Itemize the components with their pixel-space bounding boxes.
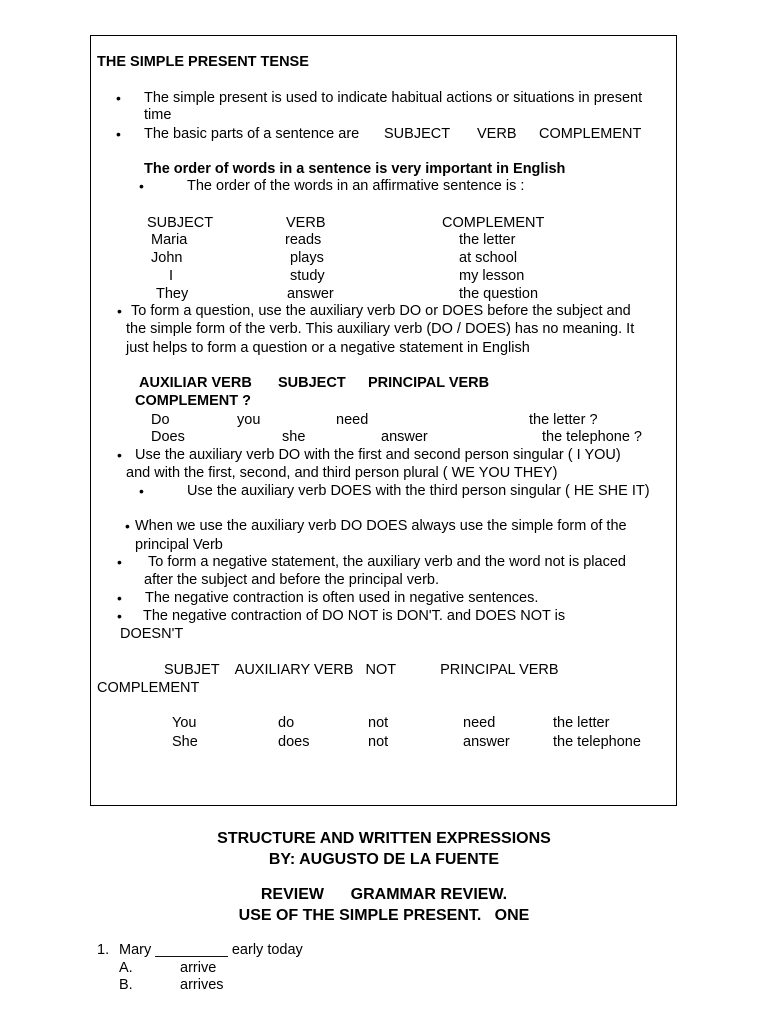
- neg-cell: answer: [463, 734, 510, 750]
- bullet-icon: •: [117, 554, 122, 570]
- neg-table-header-complement: COMPLEMENT: [97, 680, 200, 696]
- neg-cell: the telephone: [553, 734, 641, 750]
- neg-cell: She: [172, 734, 198, 750]
- q-cell: the letter ?: [529, 412, 598, 428]
- neg-cell: not: [368, 715, 389, 731]
- q-cell: Do: [151, 412, 170, 428]
- q-header-complement: COMPLEMENT ?: [135, 393, 251, 409]
- contraction-text-cont: DOESN'T: [120, 626, 184, 642]
- neg-cell: need: [463, 715, 496, 731]
- bullet-icon: •: [139, 483, 144, 499]
- q-cell: Does: [151, 429, 185, 445]
- bullet-icon: •: [125, 518, 130, 534]
- neg-cell: do: [278, 715, 295, 731]
- aff-header-complement: COMPLEMENT: [442, 215, 545, 231]
- aff-cell: the question: [459, 286, 539, 302]
- aff-cell: Maria: [151, 232, 188, 248]
- section-title: THE SIMPLE PRESENT TENSE: [97, 54, 309, 70]
- option-text-b: arrives: [180, 977, 224, 993]
- bullet-icon: •: [117, 608, 122, 624]
- question-bullet-text-cont: just helps to form a question or a negative statement in English: [126, 340, 530, 356]
- question-bullet-text: To form a question, use the auxiliary verb DO or DOES before the subject and: [131, 303, 631, 319]
- neg-cell: the letter: [553, 715, 610, 731]
- bullet2-verb: VERB: [477, 126, 517, 142]
- aff-cell: John: [151, 250, 183, 266]
- aff-cell: answer: [287, 286, 334, 302]
- q-header-subject: SUBJECT: [278, 375, 346, 391]
- contraction-used-text: The negative contraction is often used in negative sentences.: [145, 590, 539, 606]
- bullet2-text: The basic parts of a sentence are: [144, 126, 360, 142]
- do-bullet-text: Use the auxiliary verb DO with the first and second person singular ( I YOU): [135, 447, 621, 463]
- aff-cell: I: [169, 268, 174, 284]
- contraction-text: The negative contraction of DO NOT is DON'T. and DOES NOT is: [143, 608, 566, 624]
- order-bullet-text: The order of the words in an affirmative sentence is :: [187, 178, 525, 194]
- question-text: Mary _________ early today: [119, 942, 303, 958]
- does-bullet-text: Use the auxiliary verb DOES with the third person singular ( HE SHE IT): [187, 483, 650, 499]
- q-cell: answer: [381, 429, 428, 445]
- aff-cell: the letter: [459, 232, 516, 248]
- aff-cell: They: [156, 286, 189, 302]
- bullet-icon: •: [139, 178, 144, 194]
- neg-cell: does: [278, 734, 310, 750]
- bullet-icon: •: [117, 447, 122, 463]
- bullet-icon: •: [116, 126, 121, 142]
- bullet1-text: The simple present is used to indicate habitual actions or situations in present: [144, 90, 643, 106]
- doc-heading-review: REVIEW GRAMMAR REVIEW.: [260, 886, 508, 903]
- q-header-aux: AUXILIAR VERB: [139, 375, 252, 391]
- aff-cell: my lesson: [459, 268, 525, 284]
- negative-text: To form a negative statement, the auxiliary verb and the word not is placed: [148, 554, 626, 570]
- bullet2-complement: COMPLEMENT: [539, 126, 642, 142]
- doc-heading-topic: USE OF THE SIMPLE PRESENT. ONE: [238, 907, 530, 924]
- aff-header-subject: SUBJECT: [147, 215, 214, 231]
- simple-form-text: When we use the auxiliary verb DO DOES always use the simple form of the: [135, 518, 627, 534]
- do-bullet-text-cont: and with the first, second, and third person plural ( WE YOU THEY): [126, 465, 558, 481]
- aff-cell: at school: [459, 250, 518, 266]
- option-letter-a: A.: [119, 960, 133, 976]
- option-text-a: arrive: [180, 960, 217, 976]
- aff-cell: reads: [285, 232, 322, 248]
- neg-table-headers: SUBJET AUXILIARY VERB NOT PRINCIPAL VERB: [164, 662, 559, 678]
- aff-cell: study: [290, 268, 325, 284]
- neg-cell: You: [172, 715, 197, 731]
- doc-heading-title: STRUCTURE AND WRITTEN EXPRESSIONS: [217, 830, 551, 847]
- aff-cell: plays: [290, 250, 324, 266]
- q-cell: she: [282, 429, 306, 445]
- bullet-icon: •: [117, 303, 122, 319]
- simple-form-text-cont: principal Verb: [135, 537, 223, 553]
- q-cell: the telephone ?: [542, 429, 642, 445]
- q-header-principal: PRINCIPAL VERB: [368, 375, 490, 391]
- negative-text-cont: after the subject and before the principal verb.: [144, 572, 440, 588]
- bullet-icon: •: [117, 590, 122, 606]
- aff-header-verb: VERB: [286, 215, 326, 231]
- bullet1-text-cont: time: [144, 107, 172, 123]
- order-heading: The order of words in a sentence is very important in English: [144, 161, 566, 177]
- bullet-icon: •: [116, 90, 121, 106]
- question-number: 1.: [97, 942, 110, 958]
- q-cell: you: [237, 412, 261, 428]
- doc-heading-author: BY: AUGUSTO DE LA FUENTE: [268, 851, 500, 868]
- bullet2-subject: SUBJECT: [384, 126, 451, 142]
- q-cell: need: [336, 412, 369, 428]
- neg-cell: not: [368, 734, 389, 750]
- option-letter-b: B.: [119, 977, 133, 993]
- question-bullet-text-cont: the simple form of the verb. This auxiliary verb (DO / DOES) has no meaning. It: [126, 321, 635, 337]
